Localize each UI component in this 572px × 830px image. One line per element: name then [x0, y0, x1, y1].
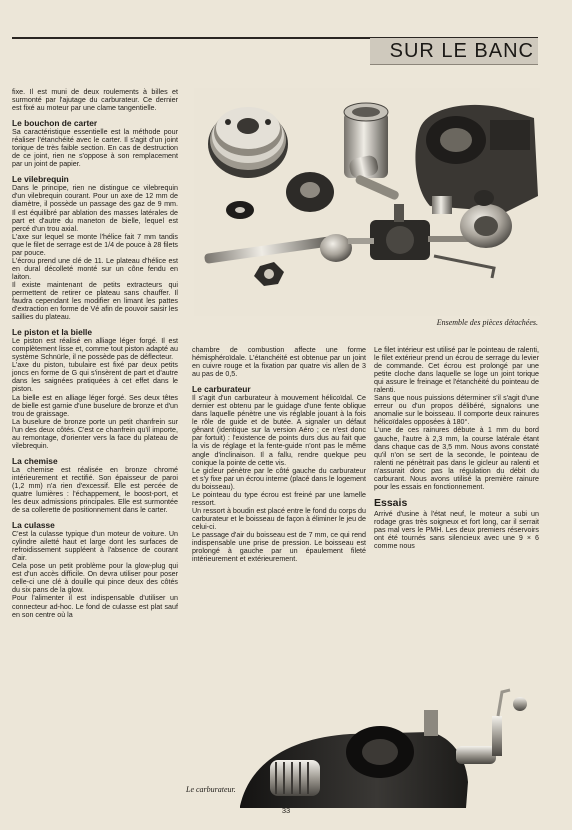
- section-heading-large: Essais: [374, 496, 408, 509]
- paragraph: Pour l'alimenter il est indispensable d'utiliser un connecteur ad-hoc. Le fond de culasse est plat sauf en son centre où la: [12, 594, 178, 619]
- paragraph: Sa caractéristique essentielle est la méthode pour réaliser l'étanchéité avec le carter. Il s'agit d'un joint torique de très faible section. En cas de destruction de ce joint, rien ne s'oppose à son remplacement par un joint de papier.: [12, 128, 178, 169]
- section-heading: Le piston et la bielle: [12, 327, 93, 338]
- section-heading: Le carburateur: [192, 384, 251, 395]
- section-heading: La culasse: [12, 520, 55, 531]
- text-column-1: [12, 88, 178, 619]
- text-column-2: [192, 346, 366, 563]
- paragraph: Dans le principe, rien ne distingue ce vilebrequin d'un vilebrequin courant. Pour un axe de 12 mm de diamètre, il possède un passage des gaz de 9 mm. Il est équilibré par ablation des masses latérales de part et d'autre du maneton de bielle, lequel est percé d'un trou axial.: [12, 184, 178, 233]
- paragraph: Le passage d'air du boisseau est de 7 mm, ce qui rend indispensable une prise de pression. Le boisseau est prolongé à gauche par un épaulement fileté intérieurement et extérieurement.: [192, 530, 366, 564]
- paragraph: Il existe maintenant de petits extracteurs qui permettent de retirer ce plateau sans chauffer. Il faudra cependant les modifier en limant les pattes d'extraction en forme de Vé afin de pouvoir saisir les saillies du plateau.: [12, 280, 178, 322]
- photo-caption-parts: Ensemble des pièces détachées.: [436, 318, 538, 327]
- paragraph: La buselure de bronze porte un petit chanfrein sur l'un des deux côtés. C'est ce chanfrein qu'il importe, au remontage, d'orienter vers la face du plateau de vilebrequin.: [12, 417, 178, 450]
- exploded-parts-photo: [194, 88, 540, 316]
- paragraph: Il s'agit d'un carburateur à mouvement hélicoïdal. Ce dernier est obtenu par le guidage d'une fente oblique dans laquelle pénètre une vis réglable jouant à la fois le rôle de guide et de butée. A signaler un défaut gênant (identique sur la version Aéro ; ce n'est donc par fortuit) : l'existence de points durs dus au fait que la vis de réglage et la fente-guide n'ont pas le même angle d'inclinaison. Il a fallu, rendre quelque peu conique la pointe de cette vis.: [192, 394, 366, 467]
- section-title: SUR LE BANC: [389, 40, 534, 62]
- paragraph: L'écrou prend une clé de 11. Le plateau d'hélice est en dural décolleté monté sur un cône fendu en laiton.: [12, 256, 178, 281]
- page-number: 33: [281, 806, 291, 815]
- paragraph: L'axe du piston, tubulaire est fixé par deux petits joncs en forme de G qui s'insèrent de part et d'autre dans les saignées pratiquées à cet effet dans le piston.: [12, 361, 178, 394]
- section-heading: La chemise: [12, 455, 58, 466]
- paragraph: Le filet intérieur est utilisé par le pointeau de ralenti, le filet extérieur prend un écrou de serrage du levier de commande. Cet écrou est prolongé par une petite cloche dans laquelle se loge un joint torique qui assure le freinage et l'étanchéité du pointeau de ralenti.: [374, 346, 539, 395]
- paragraph: fixe. Il est muni de deux roulements à billes et surmonté par l'ajutage du carburateur. Ce dernier est fixé au moteur par une clame tangentielle.: [12, 88, 178, 113]
- text-column-3: [374, 346, 539, 550]
- paragraph: Le pointeau du type écrou est freiné par une lamelle ressort.: [192, 490, 366, 507]
- paragraph: Un ressort à boudin est placé entre le fond du corps du carburateur et le boisseau de façon à éliminer le jeu de celui-ci.: [192, 506, 366, 531]
- paragraph: Sans que nous puissions déterminer s'il s'agit d'une erreur ou d'un propos délibéré, signalons une anomalie sur le boisseau. Il comporte deux rainures hélicoïdales opposées à 180°.: [374, 394, 539, 427]
- paragraph: L'une de ces rainures débute à 1 mm du bord gauche, l'autre à 2,3 mm, la course latérale étant dans chaque cas de 3,5 mm. Nous avons constaté qu'il n'on se sert de la seconde, le pointeau de ralenti ne pénètrait pas dans le gicleur au ralenti et n'assurait donc pas la régulation du débit du carburant. Nous avons utilisé la première rainure pour les essais en fonctionnement.: [374, 426, 539, 491]
- section-heading: Le bouchon de carter: [12, 118, 98, 129]
- paragraph: chambre de combustion affecte une forme hémisphéroïdale. L'étanchéité est obtenue par un joint en cuivre rouge et la fixation par quatre vis allen de 3 au pas de 0,5.: [192, 346, 366, 379]
- photo-caption-carburetor: Le carburateur.: [186, 785, 236, 794]
- paragraph: C'est la culasse typique d'un moteur de voiture. Un cylindre ailetté haut et large dont les surfaces de refroidissement suppléent à l'absence de courant d'air.: [12, 530, 178, 563]
- paragraph: La bielle est en alliage léger forgé. Ses deux têtes de bielle est garnie d'une buselure de bronze et d'un trou de graissage.: [12, 393, 178, 418]
- paragraph: Le piston est réalisé en alliage léger forgé. Il est complètement lisse et, comme tout piston adapté au système Schnürle, il ne possède pas de déflecteur.: [12, 337, 178, 362]
- section-heading: Le vilebrequin: [12, 174, 69, 185]
- paragraph: Arrivé d'usine à l'état neuf, le moteur a subi un rodage gras très soigneux et fort long, car il serrait pas mal vers le PMH. Les deux premiers réservoirs ont été tournés sans silencieux avec une 9 × 6 comme nous: [374, 509, 539, 551]
- paragraph: Le gicleur pénètre par le côté gauche du carburateur et s'y fixe par un écrou interne (placé dans le logement du boisseau).: [192, 466, 366, 491]
- paragraph: Cela pose un petit problème pour la glow-plug qui est d'un accès difficile. On devra utiliser pour poser celle-ci une clé à douille qui pince deux des côtés du six pans de la glow.: [12, 562, 178, 595]
- paragraph: L'axe sur lequel se monte l'hélice fait 7 mm tandis que le filet de serrage est de 1/4 de pouce à 28 filets par pouce.: [12, 232, 178, 257]
- paragraph: La chemise est réalisée en bronze chromé intérieurement et rectifié. Son épaisseur de paroi (1,2 mm) n'a rien d'excessif. Elle est percée de quatre lumières : l'échappement, le boost-port, et les deux admissions principales. Elle est surmontée de sa collerette de positionnement dans le carter.: [12, 465, 178, 515]
